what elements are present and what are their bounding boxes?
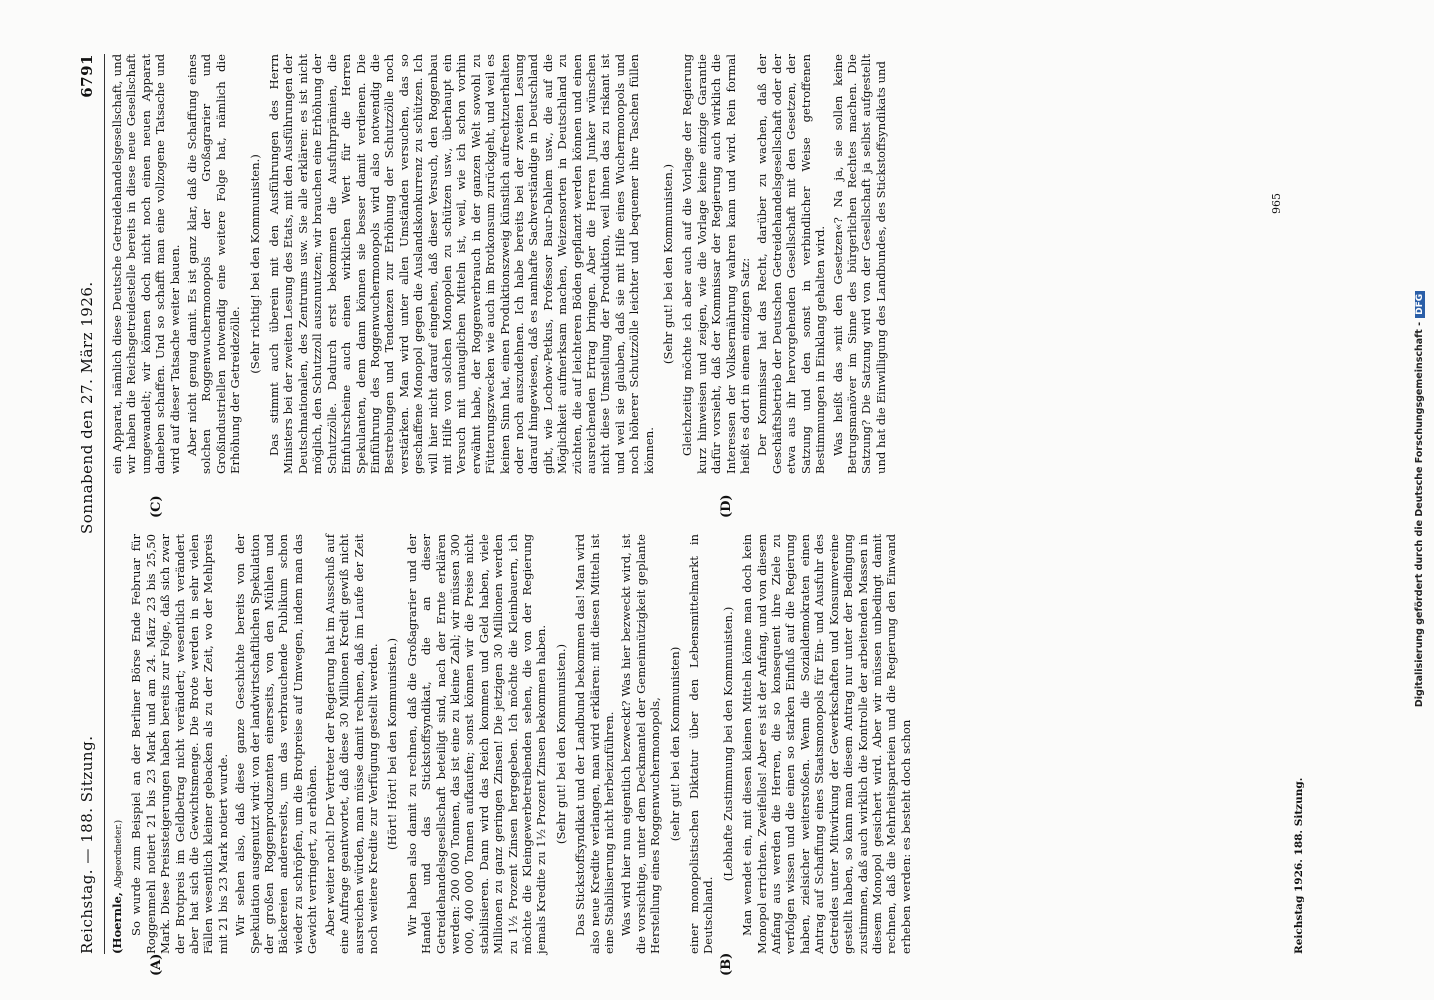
paragraph: Der Kommissar hat das Recht, darüber zu wachen, daß der Geschäftsbetrieb der Deutschen Getreidehandelsgesellschaft oder der etwa aus ihr hervorgehenden Gesellschaft mit den Gesetzen, der Satzung und den sonst in verbindlicher Weise getroffenen Bestimmungen in Einklang gehalten wird. bbox=[755, 54, 828, 474]
paragraph: Wir sehen also, daß diese ganze Geschichte bereits von der Spekulation ausgenutzt wird: von der landwirtschaftlichen Spekulation der großen Roggenproduzenten einerseits, von den Mühlen und Bäckereien andererseits, um das verbrauchende Publikum schon wieder zu schröpfen, um die Brotpreise auf Umwegen, indem man das Gewicht verringert, zu erhöhen. bbox=[233, 534, 320, 954]
paragraph: Was heißt das »mit den Gesetzen«? Na ja, sie sollen keine Betrugsmanöver im Sinne des bürgerlichen Rechtes machen. Die Satzung? Die Satzung wird von der Gesellschaft ja selbst aufgestellt und hat die Einwilligung des Landbundes, des Stickstoffsyndikats und bbox=[830, 54, 888, 474]
running-head bbox=[80, 54, 100, 954]
interjection: (Sehr richtig! bei den Kommunisten.) bbox=[247, 154, 262, 374]
margin-marker-b: (B) bbox=[719, 952, 734, 976]
header-rule bbox=[104, 54, 105, 954]
dfg-funding-notice bbox=[1414, 4, 1430, 999]
right-column bbox=[110, 54, 891, 474]
paragraph: Man wendet ein, mit diesen kleinen Mitteln könne man doch kein Monopol errichten. Zweifellos! Aber es ist der Anfang, und von diesem Anfang aus werden die Herren, die so konsequent ihre Ziele zu verfolgen wissen und die einen so starken Einfluß auf die Regierung haben, zielsicher weiterstoßen. Wenn die Sozialdemokraten einen Antrag auf Schaffung eines Staatsmonopols für Ein- und Ausfuhr des Getreides unter Mitwirkung der Gewerkschaften und Konsumvereine gestellt haben, so kann man diesem Antrag nur unter der Bedingung zustimmen, daß auch wirklich die Kontrolle der arbeitenden Massen in diesem Monopol gesichert wird. Aber wir müssen unbedingt damit rechnen, daß die Mehrheitsparteien und die Regierung den Einwand erheben werden: es besteht doch schon bbox=[740, 534, 913, 954]
paragraph: Gleichzeitig möchte ich aber auch auf die Vorlage der Regierung kurz hinweisen und zeigen, wie die Vorlage keine einzige Garantie dafür vorsieht, daß der Kommissar der Regierung auch wirklich die Interessen der Volksernährung wahren kann und wird. Rein formal heißt es dort in einem einzigen Satz: bbox=[680, 54, 753, 474]
paragraph: ein Apparat, nämlich diese Deutsche Getreidehandelsgesellschaft, und wir haben die Reichsgetreidestelle bereits in diese neue Gesellschaft umgewandelt; wir können doch nicht noch einen neuen Apparat daneben schaffen. Und so schafft man eine vollzogene Tatsache und wird auf dieser Tatsache weiter bauen. bbox=[110, 54, 182, 474]
interjection: (Lebhafte Zustimmung bei den Kommunisten.) bbox=[720, 606, 735, 882]
paragraph: Aber nicht genug damit. Es ist ganz klar, daß die Schaffung eines solchen Roggenwuchermonopols der Großagrarier und Großindustriellen notwendig eine weitere Folge hat, nämlich die Erhöhung der Getreidezölle. bbox=[185, 54, 243, 474]
interjection: (Sehr gut! bei den Kommunisten.) bbox=[661, 163, 676, 365]
paragraph: einer monopolistischen Diktatur über den Lebensmittelmarkt in Deutschland. bbox=[687, 534, 716, 954]
paragraph: Das Stickstoffsyndikat und der Landbund bekommen das! Man wird also neue Kredite verlangen, man wird erklären: mit diesen Mitteln ist eine Stabilisierung nicht herbeizuführen. bbox=[573, 534, 616, 954]
margin-marker-a: (A) bbox=[149, 953, 164, 976]
paragraph: Das stimmt auch überein mit den Ausführungen des Herrn Ministers bei der zweiten Lesung des Etats, mit den Ausführungen der Deutschnationalen, des Zentrums usw. Sie alle erklären: es ist nicht möglich, den Schutzzoll auszunutzen; wir brauchen eine Erhöhung der Schutzzölle. Dadurch erst bekommen die Ausfuhrprämien, die Einfuhrscheine auch einen wirklichen Wert für die Herren Spekulanten, denn dann können sie besser damit verdienen. Die Einführung des Roggenwuchermonopols wird also notwendig die Bestrebungen und Tendenzen zur Erhöhung der Schutzzölle noch verstärken. Man wird unter allen Umständen versuchen, das so geschaffene Monopol gegen die Auslandskonkurrenz zu schützen. Ich will hier nicht darauf eingehen, daß dieser Versuch, den Roggenbau mit Hilfe von solchen Monopolen zu schützen usw., überhaupt ein Versuch mit untauglichen Mitteln ist, weil, wie ich schon vorhin erwähnt habe, der Roggenverbrauch in der ganzen Welt sowohl zu Fütterungszwecken wie auch im Brotkonsum zurückgeht, und weil es keinen Sinn hat, einen Produktionszweig künstlich aufrechtzuerhalten oder noch auszudehnen. Ich habe bereits bei der zweiten Lesung darauf hingewiesen, daß es namhafte Sachverständige in Deutschland gibt, wie Lochow-Petkus, Professor Baur-Dahlem usw., die auf die Möglichkeit aufmerksam machen, Weizensorten in Deutschland zu züchten, die auf leichteren Böden gepflanzt werden können und einen ausreichenden Ertrag bringen. Aber die Herren Junker wünschen nicht diese Umstellung der Produktion, weil ihnen das zu riskant ist und weil sie glauben, daß sie mit Hilfe eines Wuchermonopols und noch höherer Schutzzölle leichter und bequemer ihre Taschen füllen können. bbox=[267, 54, 656, 474]
paragraph: Wir haben also damit zu rechnen, daß die Großagrarier und der Handel und das Stickstoffsyndikat, die an dieser Getreidehandelsgesellschaft beteiligt sind, nach der Ernte erklären werden: 200 000 Tonnen, das ist eine zu kleine Zahl; wir müssen 300 000, 400 000 Tonnen aufkaufen; sonst können wir die Preise nicht stabilisieren. Dann wird das Reich kommen und Geld haben, viele Millionen zu ganz geringen Zinsen! Die jetzigen 30 Millionen werden zu 1½ Prozent Zinsen hergegeben. Ich möchte die Kleinbauern, ich möchte die Kleingewerbetreibenden sehen, die von der Regierung jemals Kredite zu 1½ Prozent Zinsen bekommen haben. bbox=[404, 534, 549, 954]
speaker-line bbox=[110, 534, 126, 954]
left-column bbox=[110, 534, 916, 954]
rotated-page-content bbox=[80, 34, 1320, 974]
running-head-date: Sonnabend den 27. März 1926. bbox=[78, 281, 96, 534]
dfg-notice-label: Digitalisierung gefördert durch die Deutsche Forschungsgemeinschaft - bbox=[1414, 321, 1425, 708]
running-head-left: Reichstag. — 188. Sitzung. bbox=[78, 735, 96, 954]
interjection: (Sehr gut! bei den Kommunisten.) bbox=[553, 643, 568, 845]
sheet-signature: 965 bbox=[1270, 193, 1283, 214]
paragraph: Aber weiter noch! Der Vertreter der Regierung hat im Ausschuß auf eine Anfrage geantwortet, daß diese 30 Millionen Kredit gewiß nicht ausreichen würden, man müsse damit rechnen, daß im Laufe der Zeit noch weitere Kredite zur Verfügung gestellt werden. bbox=[322, 534, 380, 954]
dfg-notice-text bbox=[1414, 4, 1425, 994]
footer-signature: Reichstag 1926. 188. Sitzung. bbox=[1293, 777, 1305, 954]
interjection: (sehr gut! bei den Kommunisten) bbox=[667, 646, 682, 842]
page-number: 6791 bbox=[78, 54, 96, 98]
margin-marker-c: (C) bbox=[149, 495, 164, 518]
paragraph: Was wird hier nun eigentlich bezweckt? Was hier bezweckt wird, ist die vorsichtige, unter dem Deckmantel der Gemeinnützigkeit geplante Herstellung eines Roggenwuchermonopols, bbox=[619, 534, 663, 954]
margin-marker-d: (D) bbox=[719, 494, 734, 518]
paragraph: So wurde zum Beispiel an der Berliner Börse Ende Februar für Roggenmehl notiert 21 bis 23 Mark und am 24. März 23 bis 25,50 Mark. Diese Preissteigerungen haben bereits zur Folge, daß sich zwar der Brotpreis im Geldbetrag nicht verändert; wesentlich verändert aber hat sich die Gewichtsmenge. Die Brote werden in sehr vielen Fällen wesentlich kleiner gebacken als zu der Zeit, wo der Mehlpreis mit 21 bis 23 Mark notiert wurde. bbox=[129, 534, 230, 954]
interjection: (Hört! Hört! bei den Kommunisten.) bbox=[385, 638, 400, 851]
column-gutter bbox=[110, 503, 1290, 504]
dfg-logo: DFG bbox=[1415, 291, 1425, 318]
speaker-name: (Hoernle, bbox=[110, 892, 124, 954]
speaker-role: Abgeordneter.) bbox=[114, 819, 124, 889]
